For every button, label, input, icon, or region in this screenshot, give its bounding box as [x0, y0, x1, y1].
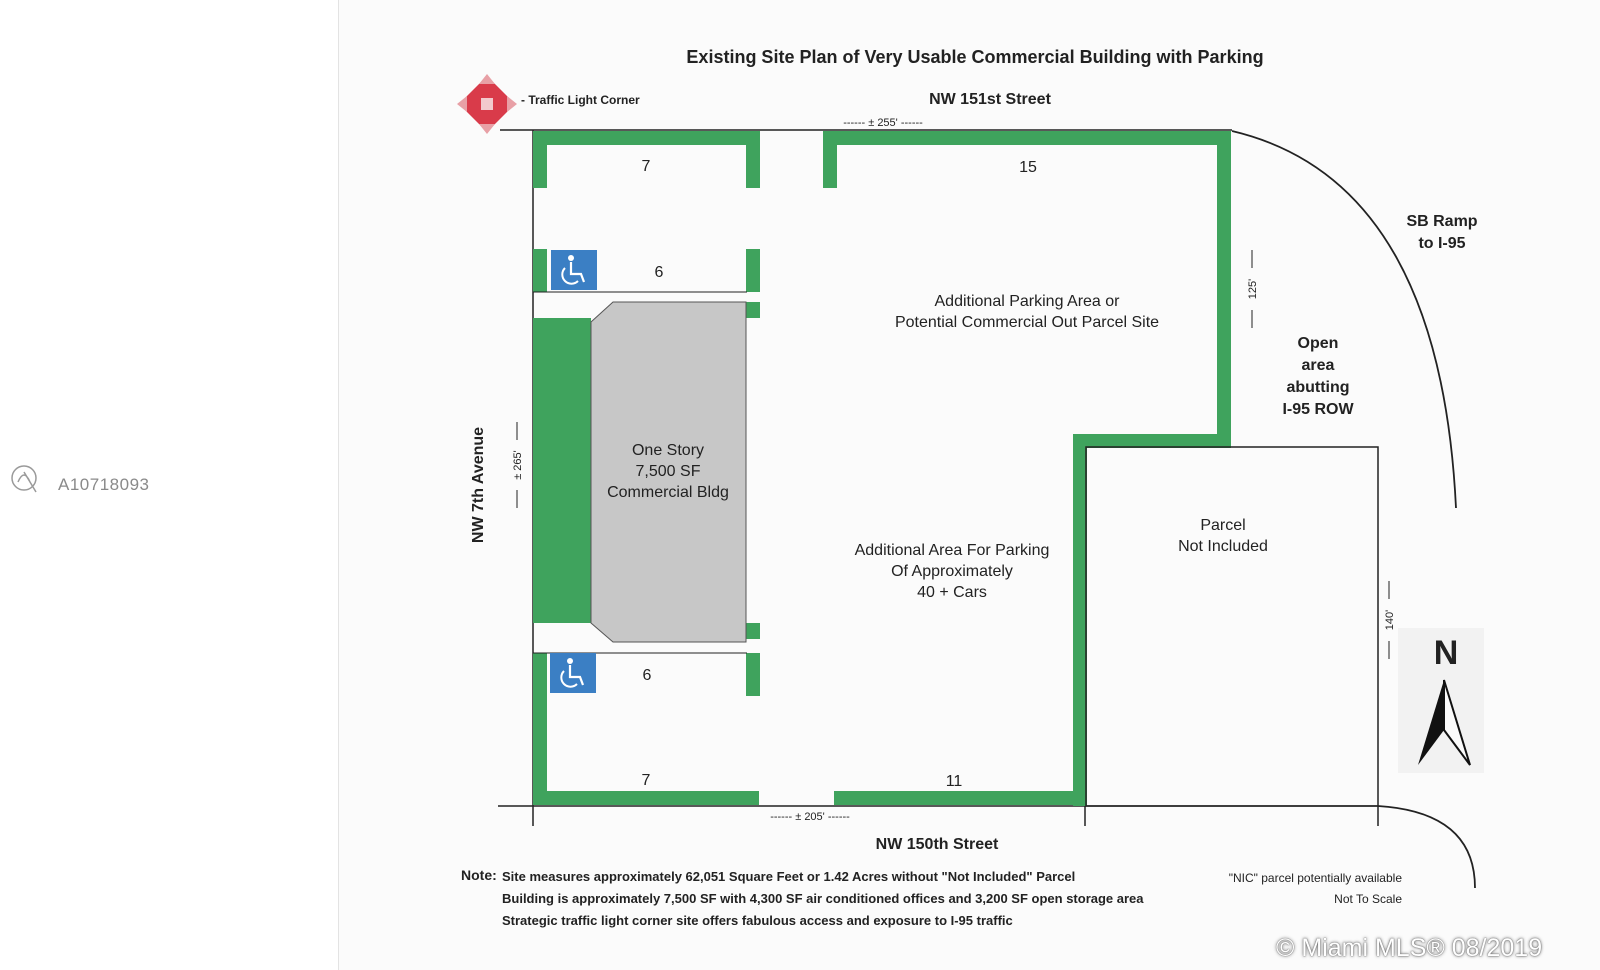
ramp-label-line2: to I-95 — [1418, 235, 1466, 252]
parking-count-bottom-right: 11 — [945, 773, 963, 790]
sb-ramp-curve — [1232, 131, 1456, 508]
parking-count-top-left: 7 — [641, 158, 651, 175]
note-line-3: Strategic traffic light corner site offers fabulous access and exposure to I-95 traffic — [502, 913, 1013, 928]
building-label-line2: 7,500 SF — [635, 463, 701, 480]
traffic-light-star-icon — [457, 74, 517, 134]
listing-id-watermark: A10718093 — [58, 475, 150, 494]
parking-count-upper-row: 6 — [654, 264, 664, 281]
copyright-watermark: © Miami MLS® 08/2019 — [1276, 934, 1543, 962]
dimension-left: ± 265' — [512, 450, 524, 480]
street-north-label: NW 151st Street — [929, 91, 1051, 108]
note-line-2: Building is approximately 7,500 SF with 4,300 SF air conditioned offices and 3,200 SF open storage area — [502, 891, 1144, 906]
parcel-label-line1: Parcel — [1200, 517, 1246, 534]
open-area-label-line2: area — [1301, 357, 1335, 374]
parcel-label-line2: Not Included — [1178, 538, 1268, 555]
additional-area-label-line2: Of Approximately — [891, 563, 1013, 580]
additional-area-label-line3: 40 + Cars — [917, 584, 987, 601]
parking-count-bottom-left: 7 — [641, 772, 651, 789]
note-line-1: Site measures approximately 62,051 Square Feet or 1.42 Acres without "Not Included" Parcel — [502, 869, 1076, 884]
building-label-line3: Commercial Bldg — [607, 484, 729, 501]
dimension-right-upper: 125' — [1247, 278, 1259, 300]
parking-area-label-line1: Additional Parking Area or — [934, 293, 1120, 310]
parking-count-top-right: 15 — [1019, 159, 1037, 176]
open-area-label-line3: abutting — [1286, 379, 1350, 396]
ramp-label-line1: SB Ramp — [1406, 213, 1478, 230]
parking-count-lower-row: 6 — [642, 667, 652, 684]
dimension-bottom: ------ ± 205' ------ — [770, 811, 850, 823]
dimension-right-lower: 140' — [1384, 609, 1396, 631]
wheelchair-icon — [551, 250, 597, 290]
building-label-line1: One Story — [631, 442, 705, 459]
street-south-label: NW 150th Street — [875, 836, 999, 853]
scale-note: Not To Scale — [1334, 892, 1402, 906]
nic-note: "NIC" parcel potentially available — [1228, 871, 1402, 885]
parcel-not-included — [1086, 447, 1378, 806]
street-west-label: NW 7th Avenue — [470, 426, 487, 544]
open-area-label-line4: I-95 ROW — [1282, 401, 1354, 418]
wheelchair-icon — [550, 653, 596, 693]
site-plan-title: Existing Site Plan of Very Usable Commercial Building with Parking — [686, 47, 1264, 67]
additional-area-label-line1: Additional Area For Parking — [854, 542, 1050, 559]
north-label: N — [1433, 634, 1459, 672]
open-area-label-line1: Open — [1297, 335, 1339, 352]
note-label: Note: — [461, 867, 497, 883]
parking-area-label-line2: Potential Commercial Out Parcel Site — [894, 314, 1160, 331]
traffic-light-label: - Traffic Light Corner — [521, 93, 640, 107]
dimension-top: ------ ± 255' ------ — [843, 117, 923, 129]
